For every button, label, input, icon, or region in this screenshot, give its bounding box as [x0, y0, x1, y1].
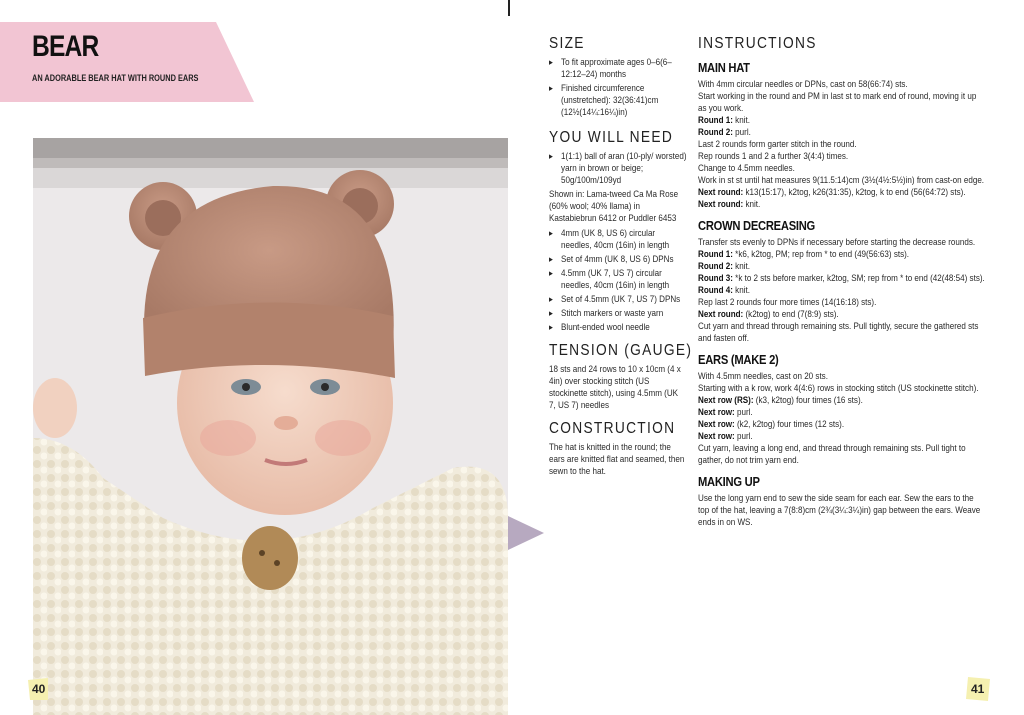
- instruction-line: Round 2: knit.: [698, 260, 750, 271]
- instruction-line: Next row: purl.: [698, 406, 753, 417]
- size-item: ▸ Finished circumference (unstretched): 32(36:41)cm (12½(14¼:16¼)in): [549, 82, 687, 118]
- tension-heading: TENSION (GAUGE): [549, 342, 693, 359]
- instruction-line: Start working in the round and PM in last st to mark end of round, moving it up as you work.: [698, 90, 977, 113]
- construction-text: The hat is knitted in the round; the ears are knitted flat and seamed, then sewn to the hat.: [549, 441, 685, 476]
- construction-heading: CONSTRUCTION: [549, 420, 676, 437]
- instruction-line: Cut yarn and thread through remaining sts. Pull tightly, secure the gathered sts and fasten off.: [698, 320, 979, 343]
- materials-column: [549, 35, 709, 477]
- size-heading: SIZE: [549, 35, 585, 52]
- instructions-column: [698, 35, 1003, 528]
- instruction-line: Work in st st until hat measures 9(11.5:14)cm (3½(4½:5½)in) from cast-on edge.: [698, 174, 985, 185]
- instruction-line: Cut yarn, leaving a long end, and thread through remaining sts. Pull tight to gather, do not trim yarn end.: [698, 442, 966, 465]
- instruction-line: Round 1: knit.: [698, 114, 750, 125]
- instruction-line: With 4.5mm needles, cast on 20 sts.: [698, 370, 828, 381]
- instruction-line: Round 2: purl.: [698, 126, 751, 137]
- tension-text: 18 sts and 24 rows to 10 x 10cm (4 x 4in) over stocking stitch (US stockinette stitch), using 4.5mm (UK 7, US 7) needles: [549, 363, 681, 410]
- page-number-right: 41: [971, 682, 985, 696]
- instruction-line: Round 1: *k6, k2tog, PM; rep from * to end (49(56:63) sts).: [698, 248, 910, 259]
- materials-item: ▸ 1(1:1) ball of aran (10-ply/ worsted) yarn in brown or beige; 50g/100m/109yd: [549, 150, 687, 186]
- pattern-title: BEAR: [32, 30, 99, 63]
- materials-item: ▸ Set of 4.5mm (UK 7, US 7) DPNs: [549, 293, 687, 305]
- instruction-line: Last 2 rounds form garter stitch in the round.: [698, 138, 857, 149]
- instruction-line: Next round: knit.: [698, 198, 761, 209]
- you-will-need-heading: YOU WILL NEED: [549, 129, 674, 146]
- instruction-line: Next row: (k2, k2tog) four times (12 sts).: [698, 418, 845, 429]
- instruction-line: Round 3: *k to 2 sts before marker, k2tog, SM; rep from * to end (42(48:54) sts).: [698, 272, 985, 283]
- pattern-subtitle: AN ADORABLE BEAR HAT WITH ROUND EARS: [32, 73, 199, 83]
- making-up-heading: MAKING UP: [698, 474, 760, 489]
- ears-heading: EARS (MAKE 2): [698, 352, 779, 367]
- page-number-left: 40: [32, 682, 46, 696]
- materials-item: ▸ 4mm (UK 8, US 6) circular needles, 40cm (16in) in length: [549, 227, 687, 251]
- materials-item: ▸ Blunt-ended wool needle: [549, 321, 687, 333]
- size-item: ▸ To fit approximate ages 0–6(6–12:12–24) months: [549, 56, 687, 80]
- instruction-line: Starting with a k row, work 4(4:6) rows in stocking stitch (US stockinette stitch).: [698, 382, 979, 393]
- baby-photo: [33, 138, 508, 715]
- instruction-line: Next round: k13(15:17), k2tog, k26(31:35), k2tog, k to end (56(64:72) sts).: [698, 186, 966, 197]
- making-up-text: Use the long yarn end to sew the side seam for each ear. Sew the ears to the top of the hat, leaving a 7(8:8)cm (2¾(3¼:3¼)in) gap between the ears. Weave ends in on WS.: [698, 492, 981, 527]
- main-hat-heading: MAIN HAT: [698, 60, 750, 75]
- instruction-line: Round 4: knit.: [698, 284, 750, 295]
- materials-item: ▸ Set of 4mm (UK 8, US 6) DPNs: [549, 253, 687, 265]
- instruction-line: Rep last 2 rounds four more times (14(16:18) sts).: [698, 296, 877, 307]
- instruction-line: Next round: (k2tog) to end (7(8:9) sts).: [698, 308, 839, 319]
- instruction-line: With 4mm circular needles or DPNs, cast on 58(66:74) sts.: [698, 78, 908, 89]
- materials-item: ▸ 4.5mm (UK 7, US 7) circular needles, 40cm (16in) in length: [549, 267, 687, 291]
- materials-item: ▸ Stitch markers or waste yarn: [549, 307, 687, 319]
- instruction-line: Next row (RS): (k3, k2tog) four times (16 sts).: [698, 394, 863, 405]
- crown-decreasing-heading: CROWN DECREASING: [698, 218, 816, 233]
- instruction-line: Rep rounds 1 and 2 a further 3(4:4) times.: [698, 150, 849, 161]
- instruction-line: Next row: purl.: [698, 430, 753, 441]
- instruction-line: Transfer sts evenly to DPNs if necessary before starting the decrease rounds.: [698, 236, 976, 247]
- instruction-line: Change to 4.5mm needles.: [698, 162, 795, 173]
- instructions-heading: INSTRUCTIONS: [698, 35, 817, 52]
- shown-in-text: Shown in: Lama-tweed Ca Ma Rose (60% wool; 40% llama) in Kastabiebrun 6412 or Puddler 6453: [549, 188, 679, 223]
- arrow-right-icon: [508, 516, 544, 550]
- page-spine: [508, 0, 510, 16]
